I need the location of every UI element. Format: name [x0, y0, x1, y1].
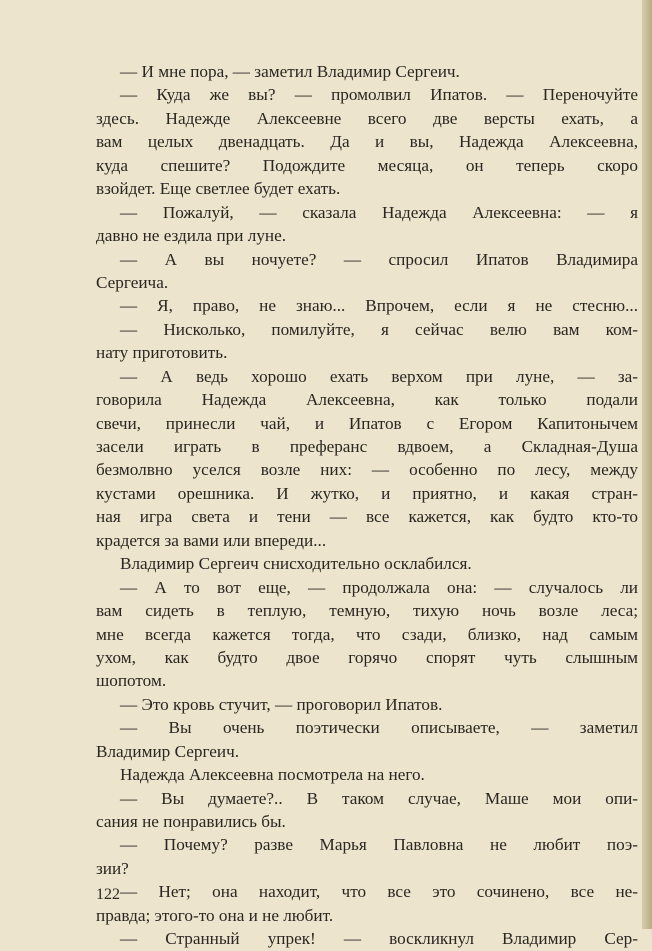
text-line: — Вы очень поэтически описываете, — заметил	[120, 718, 638, 738]
text-line: говорила Надежда Алексеевна, как только подали	[96, 390, 638, 410]
text-line: куда спешите? Подождите месяца, он теперь скоро	[96, 155, 638, 175]
text-line: Сергеича.	[96, 272, 169, 292]
page-edge	[642, 0, 652, 929]
text-line: свечи, принесли чай, и Ипатов с Егором Капитонычем	[96, 413, 638, 433]
text-line: ухом, как будто двое горячо спорят чуть слышным	[96, 647, 638, 667]
text-line: сания не понравились бы.	[96, 812, 286, 831]
text-line: — Это кровь стучит, — проговорил Ипатов.	[120, 694, 443, 714]
text-line: Надежда Алексеевна посмотрела на него.	[120, 765, 425, 785]
page-number: 122	[96, 886, 120, 903]
text-line: — Куда же вы? — промолвил Ипатов. — Переночуйте	[120, 85, 638, 105]
text-line: здесь. Надежде Алексеевне всего две версты ехать, а	[96, 108, 638, 128]
text-line: зии?	[96, 858, 129, 878]
text-line: шопотом.	[96, 671, 167, 691]
text-line: вам целых двенадцать. Да и вы, Надежда Алексеевна,	[96, 132, 638, 152]
text-line: — Я, право, не знаю... Впрочем, если я не стесню...	[120, 296, 638, 316]
text-line: мне всегда кажется тогда, что сзади, близко, над самым	[96, 624, 638, 644]
text-line: — А вы ночуете? — спросил Ипатов Владимира	[120, 249, 638, 269]
text-line: — А то вот еще, — продолжала она: — случалось ли	[120, 577, 638, 597]
text-line: ная игра света и тени — все кажется, как будто кто-то	[96, 507, 638, 527]
text-line: крадется за вами или впереди...	[96, 530, 327, 550]
text-line: давно не ездила при луне.	[96, 226, 287, 246]
text-line: безмолвно уселся возле них: — особенно по лесу, между	[96, 460, 638, 480]
text-line: — Пожалуй, — сказала Надежда Алексеевна: — я	[120, 202, 638, 222]
text-line: Владимир Сергеич снисходительно осклабился.	[120, 554, 472, 574]
text-line: засели играть в преферанс вдвоем, а Складная-Душа	[96, 437, 638, 456]
body-text	[96, 60, 638, 951]
text-line: нату приготовить.	[96, 343, 228, 363]
text-line: взойдет. Еще светлее будет ехать.	[96, 179, 341, 199]
text-line: правда; этого-то она и не любит.	[96, 905, 334, 925]
text-line: — Нет; она находит, что все это сочинено, все не-	[120, 882, 638, 902]
text-line: кустами орешника. И жутко, и приятно, и какая стран-	[96, 483, 638, 503]
text-line: — И мне пора, — заметил Владимир Сергеич.	[120, 62, 460, 81]
text-line: — Странный упрек! — воскликнул Владимир Сер-	[120, 929, 638, 949]
text-line: Владимир Сергеич.	[96, 741, 240, 761]
text-line: — Почему? разве Марья Павловна не любит поэ-	[120, 835, 638, 855]
text-line: вам сидеть в теплую, темную, тихую ночь возле леса;	[96, 601, 638, 621]
text-line: — Вы думаете?.. В таком случае, Маше мои опи-	[120, 788, 638, 808]
text-line: — А ведь хорошо ехать верхом при луне, — за-	[120, 366, 638, 386]
text-line: — Нисколько, помилуйте, я сейчас велю вам ком-	[120, 319, 638, 339]
